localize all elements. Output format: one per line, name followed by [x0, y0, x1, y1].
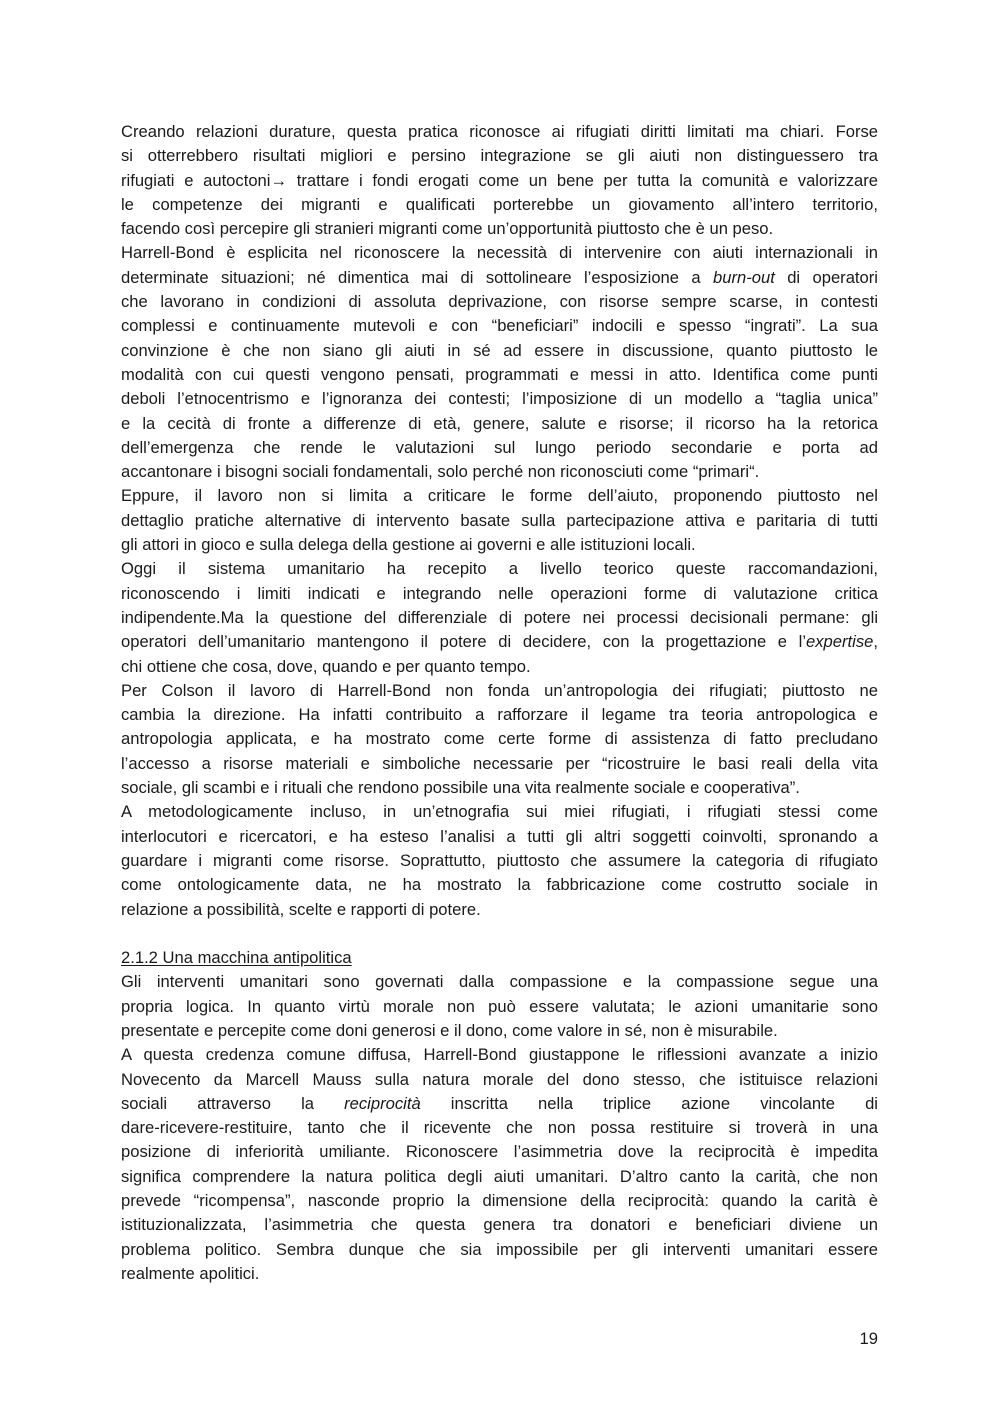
text-line [121, 655, 878, 679]
text-segment: significa comprendere la natura politica degli aiuti umanitari. D’altro canto la carità, che non [121, 1166, 878, 1186]
text-line [121, 460, 878, 484]
page-number: 19 [859, 1329, 878, 1348]
text-segment: deboli l’etnocentrismo e l’ignoranza dei contesti; l’imposizione di un modello a “taglia unica” [121, 389, 878, 409]
text-line [121, 825, 878, 849]
text-line [121, 995, 878, 1019]
text-segment: di operatori [774, 267, 878, 287]
text-line [121, 1189, 878, 1213]
text-line [121, 412, 878, 436]
document-body [121, 120, 878, 1286]
text-segment: relazione a possibilità, scelte e rapporti di potere. [121, 899, 481, 919]
text-line [121, 169, 878, 193]
text-line [121, 1043, 878, 1067]
text-line [121, 1019, 878, 1043]
text-line [121, 339, 878, 363]
text-segment: dell’emergenza che rende le valutazioni sul lungo periodo secondarie e porta ad [121, 437, 878, 457]
text-segment: chi ottiene che cosa, dove, quando e per quanto tempo. [121, 656, 531, 676]
text-segment: Gli interventi umanitari sono governati dalla compassione e la compassione segue una [121, 972, 878, 992]
text-segment: inscritta nella triplice azione vincolante di [420, 1093, 878, 1113]
text-segment: indipendente.Ma la questione del differenziale di potere nei processi decisionali permane: gli [121, 607, 878, 627]
text-segment: interlocutori e ricercatori, e ha esteso l’analisi a tutti gli altri soggetti coinvolti, spronando a [121, 826, 878, 846]
text-segment: come ontologicamente data, ne ha mostrato la fabbricazione come costrutto sociale in [121, 875, 878, 895]
text-segment: e la cecità di fronte a differenze di età, genere, salute e risorse; il ricorso ha la retorica [121, 413, 878, 433]
text-line [121, 387, 878, 411]
text-line [121, 363, 878, 387]
text-line [121, 193, 878, 217]
text-line [121, 1140, 878, 1164]
text-segment: A metodologicamente incluso, in un’etnografia sui miei rifugiati, i rifugiati stessi come [121, 802, 878, 822]
text-segment: sociale, gli scambi e i rituali che rendono possibile una vita realmente sociale e cooperativa”. [121, 778, 800, 798]
text-segment: istituzionalizzata, l’asimmetria che questa genera tra donatori e beneficiari diviene un [121, 1215, 878, 1235]
text-segment: riconoscendo i limiti indicati e integrando nelle operazioni forme di valutazione critica [121, 583, 878, 603]
text-segment: convinzione è che non siano gli aiuti in sé ad essere in discussione, quanto piuttosto le [121, 340, 878, 360]
text-segment: accantonare i bisogni sociali fondamentali, solo perché non riconosciuti come “primari“. [121, 462, 760, 482]
text-line [121, 703, 878, 727]
italic-term: expertise [806, 632, 874, 652]
text-line [121, 290, 878, 314]
text-segment: Creando relazioni durature, questa pratica riconosce ai rifugiati diritti limitati ma chiari. Forse [121, 122, 878, 141]
text-segment: posizione di inferiorità umiliante. Riconoscere l’asimmetria dove la reciprocità è impedita [121, 1142, 878, 1162]
text-line [121, 557, 878, 581]
text-segment: determinate situazioni; né dimentica mai di sottolineare l’esposizione a [121, 267, 713, 287]
text-line [121, 266, 878, 290]
text-segment: che lavorano in condizioni di assoluta deprivazione, con risorse sempre scarse, in contesti [121, 292, 878, 312]
text-segment: modalità con cui questi vengono pensati, programmati e messi in atto. Identifica come punti [121, 364, 878, 384]
text-line [121, 509, 878, 533]
text-line [121, 679, 878, 703]
blank-line [121, 922, 878, 946]
text-segment: problema politico. Sembra dunque che sia impossibile per gli interventi umanitari essere [121, 1239, 878, 1259]
text-line [121, 849, 878, 873]
text-segment: Oggi il sistema umanitario ha recepito a livello teorico queste raccomandazioni, [121, 559, 878, 579]
text-line [121, 1262, 878, 1286]
text-line [121, 436, 878, 460]
text-line [121, 606, 878, 630]
text-segment: prevede “ricompensa”, nasconde proprio la dimensione della reciprocità: quando la carità è [121, 1191, 878, 1211]
text-line [121, 752, 878, 776]
text-line [121, 314, 878, 338]
text-line [121, 217, 878, 241]
text-segment: le competenze dei migranti e qualificati porterebbe un giovamento all’intero territorio, [121, 194, 878, 214]
text-segment: Harrell-Bond è esplicita nel riconoscere la necessità di intervenire con aiuti internazionali in [121, 243, 878, 263]
text-line [121, 898, 878, 922]
text-line [121, 1213, 878, 1237]
text-line [121, 484, 878, 508]
section-heading [121, 946, 878, 970]
text-segment: , [873, 632, 878, 652]
text-segment: operatori dell’umanitario mantengono il potere di decidere, con la progettazione e l’ [121, 632, 807, 652]
text-segment: dettaglio pratiche alternative di intervento basate sulla partecipazione attiva e paritaria di tutti [121, 510, 878, 530]
text-line [121, 970, 878, 994]
text-line [121, 1068, 878, 1092]
text-segment: si otterrebbero risultati migliori e persino integrazione se gli aiuti non distinguessero tra [121, 146, 878, 166]
text-line [121, 144, 878, 168]
italic-term: reciprocità [344, 1093, 421, 1113]
text-line [121, 241, 878, 265]
text-segment: gli attori in gioco e sulla delega della gestione ai governi e alle istituzioni locali. [121, 535, 696, 555]
text-line [121, 1238, 878, 1262]
text-segment: guardare i migranti come risorse. Soprattutto, piuttosto che assumere la categoria di rifugiato [121, 850, 878, 870]
text-segment: facendo così percepire gli stranieri migranti come un’opportunità piuttosto che è un peso. [121, 219, 774, 239]
text-line [121, 727, 878, 751]
text-segment: presentate e percepite come doni generosi e il dono, come valore in sé, non è misurabile. [121, 1020, 778, 1040]
text-segment: realmente apolitici. [121, 1263, 260, 1283]
text-line [121, 776, 878, 800]
text-segment: complessi e continuamente mutevoli e con “beneficiari” indocili e spesso “ingrati”. La sua [121, 316, 878, 336]
text-segment: Per Colson il lavoro di Harrell-Bond non fonda un’antropologia dei rifugiati; piuttosto ne [121, 680, 878, 700]
text-line [121, 800, 878, 824]
text-line [121, 120, 878, 144]
text-segment: Eppure, il lavoro non si limita a criticare le forme dell’aiuto, proponendo piuttosto nel [121, 486, 878, 506]
text-line [121, 1116, 878, 1140]
text-segment: antropologia applicata, e ha mostrato come certe forme di assistenza di fatto precludano [121, 729, 878, 749]
text-segment: l’accesso a risorse materiali e simboliche necessarie per “ricostruire le basi reali della vita [121, 753, 878, 773]
text-segment: cambia la direzione. Ha infatti contribuito a rafforzare il legame tra teoria antropologica e [121, 705, 878, 725]
text-segment: dare-ricevere-restituire, tanto che il ricevente che non possa restituire si troverà in una [121, 1118, 878, 1138]
text-segment: A questa credenza comune diffusa, Harrell-Bond giustappone le riflessioni avanzate a inizio [121, 1045, 878, 1065]
text-line [121, 582, 878, 606]
text-line [121, 1092, 878, 1116]
text-line [121, 533, 878, 557]
text-line [121, 1165, 878, 1189]
text-segment: propria logica. In quanto virtù morale non può essere valutata; le azioni umanitarie sono [121, 996, 878, 1016]
italic-term: burn-out [713, 267, 775, 287]
text-segment: Novecento da Marcell Mauss sulla natura morale del dono stesso, che istituisce relazioni [121, 1069, 878, 1089]
text-segment: rifugiati e autoctoni→ trattare i fondi erogati come un bene per tutta la comunità e valorizzare [121, 170, 878, 190]
section-heading-text: 2.1.2 Una macchina antipolitica [121, 948, 352, 968]
text-segment: sociali attraverso la [121, 1093, 345, 1113]
text-line [121, 630, 878, 654]
text-line [121, 873, 878, 897]
